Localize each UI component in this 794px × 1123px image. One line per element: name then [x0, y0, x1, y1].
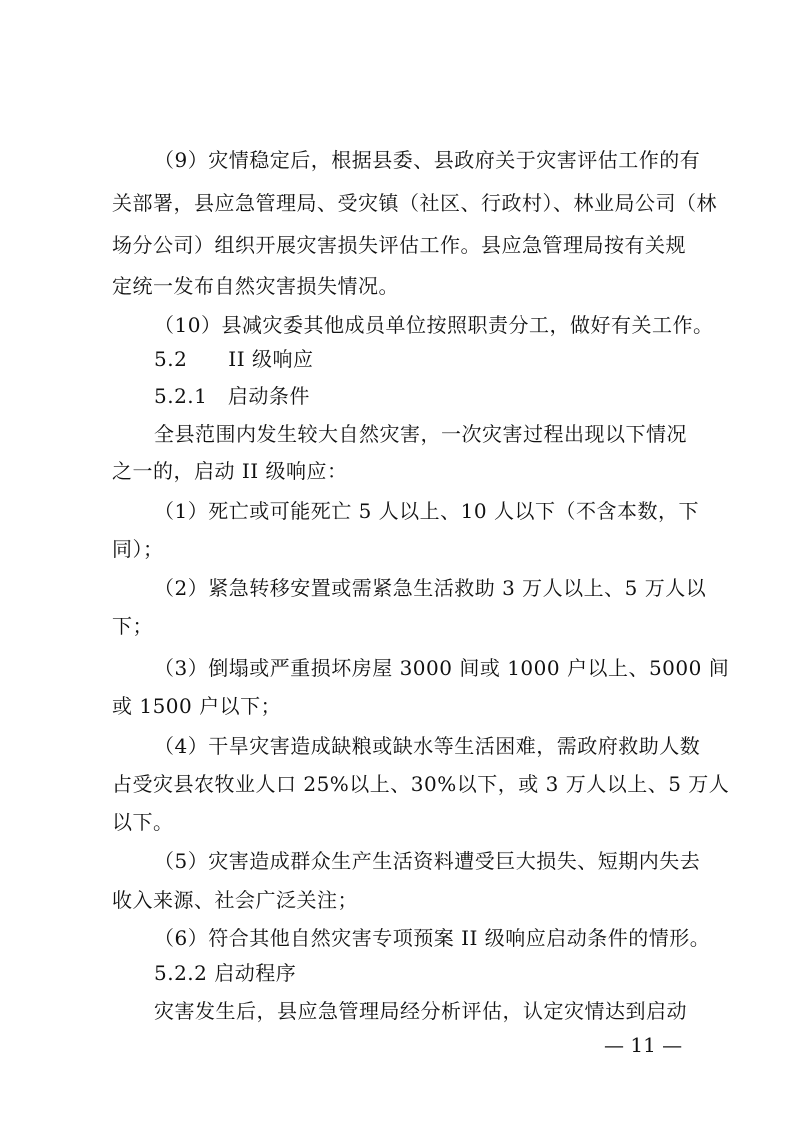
- text-line-content: 场分公司）组织开展灾害损失评估工作。县应急管理局按有关规: [112, 233, 686, 257]
- text-line: [0, 802, 794, 842]
- text-line-content: 以下。: [112, 810, 174, 834]
- text-line-content: 同）；: [112, 537, 164, 561]
- text-line-content: 全县范围内发生较大自然灾害，一次灾害过程出现以下情况: [154, 422, 687, 446]
- text-line: [0, 140, 794, 180]
- text-line-content: 或 1500 户以下；: [112, 694, 282, 718]
- section-heading: [0, 339, 794, 379]
- section-heading-text: 5.2 II 级响应: [154, 347, 314, 371]
- text-line: [0, 726, 794, 766]
- text-line-content: （9）灾情稳定后，根据县委、县政府关于灾害评估工作的有: [154, 148, 701, 172]
- text-line-content: （3）倒塌或严重损坏房屋 3000 间或 1000 户以上、5000 间: [154, 656, 730, 680]
- text-line-content: 定统一发布自然灾害损失情况。: [112, 274, 399, 298]
- text-line-content: （1）死亡或可能死亡 5 人以上、10 人以下（不含本数，下: [154, 499, 699, 523]
- text-line: [0, 225, 794, 265]
- text-line-content: 占受灾县农牧业人口 25%以上、30%以下，或 3 万人以上、5 万人: [112, 772, 730, 796]
- text-line-content: （4）干旱灾害造成缺粮或缺水等生活困难，需政府救助人数: [154, 734, 701, 758]
- subsection-heading-text: 5.2.1 启动条件: [154, 384, 310, 408]
- text-line: [0, 991, 794, 1031]
- text-line: [0, 491, 794, 531]
- text-line: [0, 414, 794, 454]
- text-line-content: 关部署，县应急管理局、受灾镇（社区、行政村）、林业局公司（林: [112, 191, 717, 215]
- text-line: [0, 648, 794, 688]
- text-line-content: （5）灾害造成群众生产生活资料遭受巨大损失、短期内失去: [154, 849, 701, 873]
- text-line: [0, 606, 794, 646]
- text-line: [0, 529, 794, 569]
- text-line: [0, 686, 794, 726]
- text-line-content: 灾害发生后，县应急管理局经分析评估，认定灾情达到启动: [154, 999, 687, 1023]
- subsection-heading: [0, 376, 794, 416]
- text-line: [0, 841, 794, 881]
- text-line: [0, 451, 794, 491]
- text-line-content: （6）符合其他自然灾害专项预案 II 级响应启动条件的情形。: [154, 926, 711, 950]
- text-line: [0, 880, 794, 920]
- subsection-heading: [0, 953, 794, 993]
- text-line: [0, 918, 794, 958]
- text-line: [0, 266, 794, 306]
- text-line: [0, 764, 794, 804]
- text-line: [0, 568, 794, 608]
- page-number: — 11 —: [604, 1033, 683, 1057]
- text-line-content: 下；: [112, 614, 153, 638]
- text-line-content: （10）县减灾委其他成员单位按照职责分工，做好有关工作。: [154, 313, 714, 337]
- text-line-content: （2）紧急转移安置或需紧急生活救助 3 万人以上、5 万人以: [154, 576, 707, 600]
- subsection-heading-text: 5.2.2 启动程序: [154, 961, 297, 985]
- text-line-content: 收入来源、社会广泛关注；: [112, 888, 358, 912]
- text-line-content: 之一的，启动 II 级响应：: [112, 459, 348, 483]
- text-line: [0, 183, 794, 223]
